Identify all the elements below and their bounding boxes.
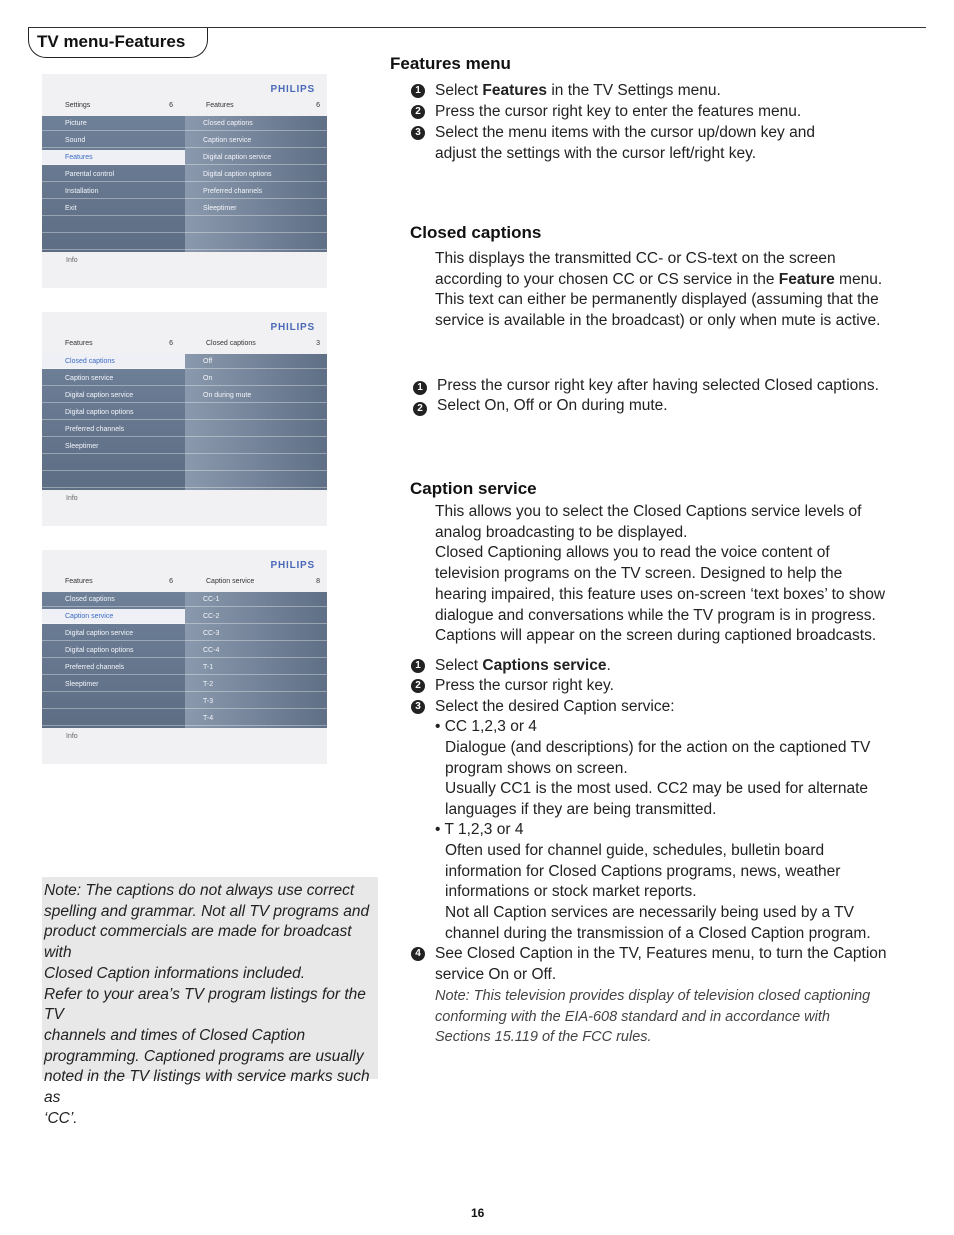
menu-item: Closed captions	[42, 354, 185, 369]
submenu-item: Digital caption options	[185, 167, 327, 182]
menu-item: Exit	[42, 201, 185, 216]
step-number-4: 4	[411, 947, 425, 961]
features-step-1: Select Features in the TV Settings menu.	[435, 82, 721, 99]
right-menu-pane	[185, 116, 327, 252]
menu-item	[42, 218, 185, 233]
menu-item	[42, 473, 185, 488]
submenu-item	[185, 456, 327, 471]
philips-logo: PHILIPS	[270, 560, 315, 571]
submenu-item: CC-4	[185, 643, 327, 658]
note-line: ‘CC’.	[44, 1109, 78, 1127]
left-menu-pane	[42, 592, 185, 728]
note-line: noted in the TV listings with service marks such as	[44, 1068, 370, 1107]
menu-item	[42, 694, 185, 709]
submenu-item: On	[185, 371, 327, 386]
info-label: Info	[66, 257, 78, 264]
menu-item: Caption service	[42, 609, 185, 624]
submenu-item: T-1	[185, 660, 327, 675]
philips-logo: PHILIPS	[270, 84, 315, 95]
submenu-item: Sleeptimer	[185, 201, 327, 216]
step-number-2: 2	[413, 402, 427, 416]
section-tab: TV menu-Features	[28, 28, 208, 58]
philips-logo: PHILIPS	[270, 322, 315, 333]
tv-menu-caption-service-screen	[42, 550, 327, 764]
features-menu-heading: Features menu	[390, 54, 511, 73]
step-number-2: 2	[411, 679, 425, 693]
note-line: spelling and grammar. Not all TV programs and	[44, 902, 370, 920]
submenu-item: CC-2	[185, 609, 327, 624]
menu-item	[42, 711, 185, 726]
menu-item: Digital caption service	[42, 626, 185, 641]
caption-service-step-4: See Closed Caption in the TV, Features menu, to turn the Caption service On or Off.	[435, 945, 887, 983]
submenu-item	[185, 405, 327, 420]
note-line: channels and times of Closed Caption	[44, 1026, 306, 1044]
submenu-item: Preferred channels	[185, 184, 327, 199]
menu-item	[42, 235, 185, 250]
submenu-item: T-4	[185, 711, 327, 726]
captions-note-box	[42, 877, 378, 1127]
submenu-item: Caption service	[185, 133, 327, 148]
info-label: Info	[66, 733, 78, 740]
menu-item: Features	[42, 150, 185, 165]
caption-service-step-1: Select Captions service.	[435, 657, 611, 674]
step-number-1: 1	[411, 84, 425, 98]
submenu-item: Closed captions	[185, 116, 327, 131]
step-number-1: 1	[413, 381, 427, 395]
submenu-item	[185, 235, 327, 250]
submenu-item	[185, 439, 327, 454]
tv-menu-closed-captions-screen	[42, 312, 327, 526]
submenu-item: T-3	[185, 694, 327, 709]
menu-item: Sleeptimer	[42, 677, 185, 692]
right-menu-pane	[185, 354, 327, 490]
menu-item: Parental control	[42, 167, 185, 182]
left-menu-pane	[42, 116, 185, 252]
left-pane-header: Features 6	[65, 340, 173, 347]
note-line: programming. Captioned programs are usually	[44, 1047, 364, 1065]
menu-item: Sleeptimer	[42, 439, 185, 454]
menu-item: Closed captions	[42, 592, 185, 607]
left-menu-pane	[42, 354, 185, 490]
menu-item: Digital caption service	[42, 388, 185, 403]
menu-item: Sound	[42, 133, 185, 148]
t-bullet: • T 1,2,3 or 4	[435, 821, 524, 838]
submenu-item: CC-1	[185, 592, 327, 607]
cc-bullet: • CC 1,2,3 or 4	[435, 718, 537, 735]
submenu-item	[185, 422, 327, 437]
step-number-1: 1	[411, 659, 425, 673]
menu-item: Preferred channels	[42, 660, 185, 675]
submenu-item: On during mute	[185, 388, 327, 403]
submenu-item: Off	[185, 354, 327, 369]
tv-menu-settings-screen	[42, 74, 327, 288]
right-menu-pane	[185, 592, 327, 728]
closed-captions-step-1: Press the cursor right key after having selected Closed captions.	[437, 377, 879, 394]
submenu-item	[185, 473, 327, 488]
caption-service-heading: Caption service	[410, 479, 537, 498]
closed-captions-paragraph: This displays the transmitted CC- or CS-text on the screen according to your chosen CC or CS service in the Feature menu. This text can either be permanently displayed (assuming that the service is available in the broadcast) or only when mute is active.	[435, 250, 883, 330]
submenu-item: CC-3	[185, 626, 327, 641]
menu-item: Caption service	[42, 371, 185, 386]
info-label: Info	[66, 495, 78, 502]
closed-captions-heading: Closed captions	[410, 223, 542, 242]
features-step-2: Press the cursor right key to enter the features menu.	[435, 103, 802, 120]
step-number-3: 3	[411, 700, 425, 714]
caption-service-step-2: Press the cursor right key.	[435, 677, 614, 694]
step-number-3: 3	[411, 126, 425, 140]
right-pane-header: Caption service 8	[206, 578, 320, 585]
step-number-2: 2	[411, 105, 425, 119]
cc-description: Dialogue (and descriptions) for the action on the captioned TV program shows on screen. Usually CC1 is the most used. CC2 may be used for alternate languages if they are being transmitted.	[445, 739, 871, 819]
features-step-3: Select the menu items with the cursor up/down key and adjust the settings with the cursor left/right key.	[435, 124, 815, 162]
note-line: Note: The captions do not always use correct	[44, 882, 355, 899]
left-pane-header: Features 6	[65, 578, 173, 585]
menu-item	[42, 456, 185, 471]
submenu-item	[185, 218, 327, 233]
menu-item: Installation	[42, 184, 185, 199]
fcc-note: Note: This television provides display of television closed captioning conforming with the EIA-608 standard and in accordance with Sections 15.119 of the FCC rules.	[435, 988, 871, 1046]
menu-item: Picture	[42, 116, 185, 131]
t-description: Often used for channel guide, schedules, bulletin board information for Closed Captions programs, news, weather informations or stock market reports. Not all Caption services are necessarily being used by a TV channel during the transmission of a Closed Caption program.	[445, 842, 871, 942]
closed-captions-step-2: Select On, Off or On during mute.	[437, 397, 668, 414]
right-pane-header: Closed captions 3	[206, 340, 320, 347]
menu-item: Preferred channels	[42, 422, 185, 437]
right-pane-header: Features 6	[206, 102, 320, 109]
submenu-item: T-2	[185, 677, 327, 692]
caption-service-step-3: Select the desired Caption service:	[435, 698, 675, 715]
menu-item: Digital caption options	[42, 643, 185, 658]
submenu-item: Digital caption service	[185, 150, 327, 165]
note-line: product commercials are made for broadcast with	[44, 923, 352, 962]
caption-service-paragraph: This allows you to select the Closed Captions service levels of analog broadcasting to be displayed. Closed Captioning allows you to read the voice content of television programs on the TV screen. Designed to help the hearing impaired, this feature uses on-screen ‘text boxes’ to show dialogue and conversations while the TV program is in progress. Captions will appear on the screen during captioned broadcasts.	[435, 503, 886, 645]
page-number: 16	[471, 1206, 485, 1220]
note-line: Closed Caption informations included.	[44, 964, 306, 982]
left-pane-header: Settings 6	[65, 102, 173, 109]
note-line: Refer to your area’s TV program listings for the TV	[44, 985, 366, 1024]
menu-item: Digital caption options	[42, 405, 185, 420]
